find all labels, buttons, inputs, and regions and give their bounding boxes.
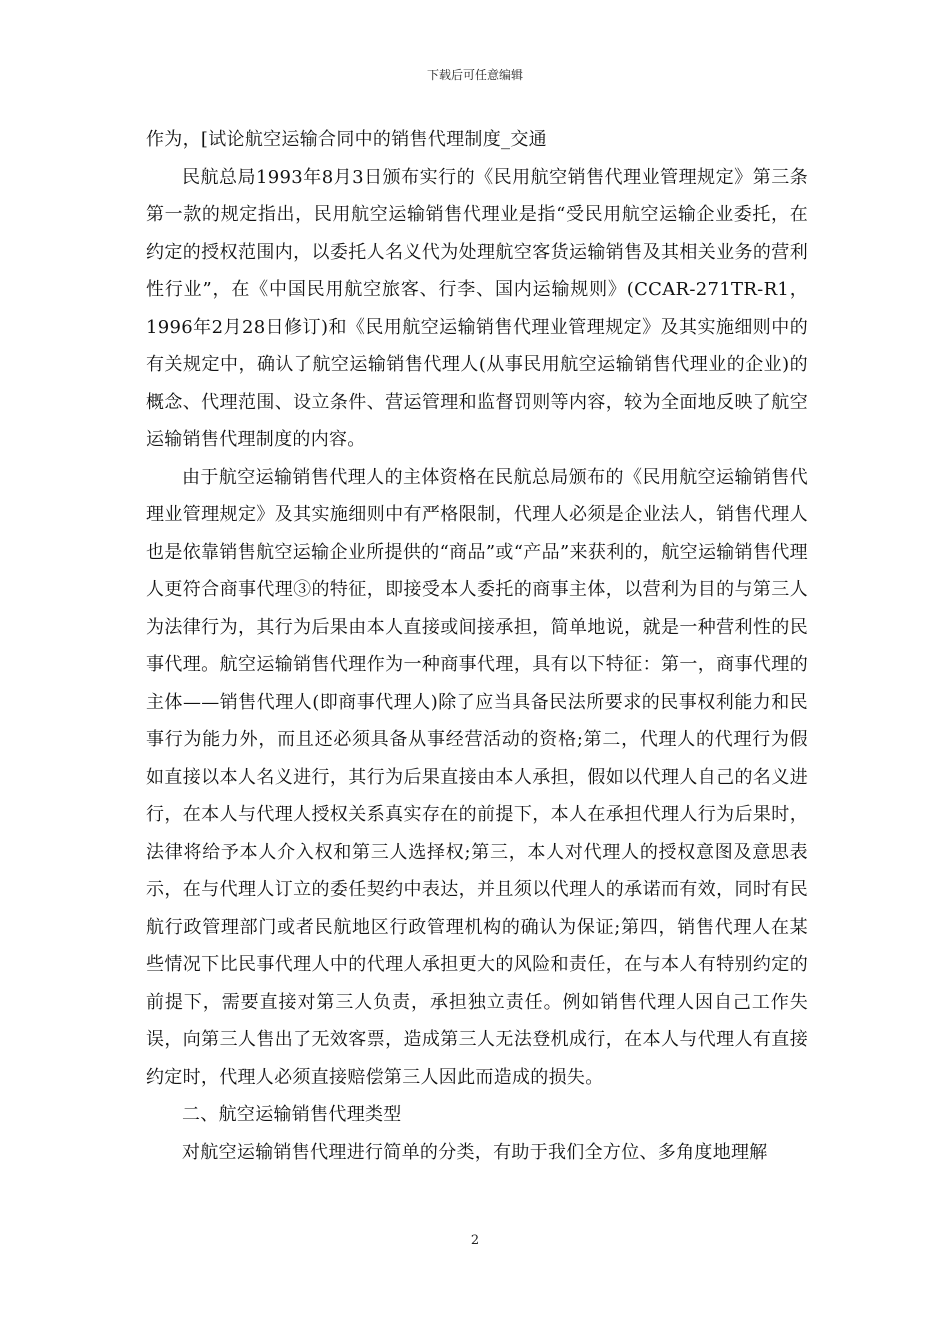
page-header: 下载后可任意编辑 [426,68,523,82]
paragraph-classification: 对航空运输销售代理进行简单的分类，有助于我们全方位、多角度地理解 [182,1141,768,1163]
section-heading: 二、航空运输销售代理类型 [182,1104,402,1125]
page-number: 2 [470,1233,480,1248]
document-body [146,121,808,1171]
paragraph-title-line: 作为，[试论航空运输合同中的销售代理制度_交通 [146,129,547,150]
paragraph-agent-features: 由于航空运输销售代理人的主体资格在民航总局颁布的《民用航空运输销售代理业管理规定》及其实施细则中有严格限制，代理人必须是企业法人，销售代理人也是依靠销售航空运输企业所提供的“商品”或“产品”来获利的，航空运输销售代理人更符合商事代理③的特征，即接受本人委托的商事主体，以营利为目的与第三人为法律行为，其行为后果由本人直接或间接承担，简单地说，就是一种营利性的民事代理。航空运输销售代理作为一种商事代理，具有以下特征：第一，商事代理的主体——销售代理人(即商事代理人)除了应当具备民法所要求的民事权利能力和民事行为能力外，而且还必须具备从事经营活动的资格;第二，代理人的代理行为假如直接以本人名义进行，其行为后果直接由本人承担，假如以代理人自己的名义进行，在本人与代理人授权关系真实存在的前提下，本人在承担代理人行为后果时，法律将给予本人介入权和第三人选择权;第三，本人对代理人的授权意图及意思表示，在与代理人订立的委任契约中表达，并且须以代理人的承诺而有效，同时有民航行政管理部门或者民航地区行政管理机构的确认为保证;第四，销售代理人在某些情况下比民事代理人中的代理人承担更大的风险和责任，在与本人有特别约定的前提下，需要直接对第三人负责，承担独立责任。例如销售代理人因自己工作失误，向第三人售出了无效客票，造成第三人无法登机成行，在本人与代理人有直接约定时，代理人必须直接赔偿第三人因此而造成的损失。 [146,466,808,1088]
paragraph-regulation: 民航总局1993年8月3日颁布实行的《民用航空销售代理业管理规定》第三条第一款的规定指出，民用航空运输销售代理业是指“受民用航空运输企业委托，在约定的授权范围内，以委托人名义代为处理航空客货运输销售及其相关业务的营利性行业”，在《中国民用航空旅客、行李、国内运输规则》(CCAR-271TR-R1，1996年2月28日修订)和《民用航空运输销售代理业管理规定》及其实施细则中的有关规定中，确认了航空运输销售代理人(从事民用航空运输销售代理业的企业)的概念、代理范围、设立条件、营运管理和监督罚则等内容，较为全面地反映了航空运输销售代理制度的内容。 [146,166,808,450]
